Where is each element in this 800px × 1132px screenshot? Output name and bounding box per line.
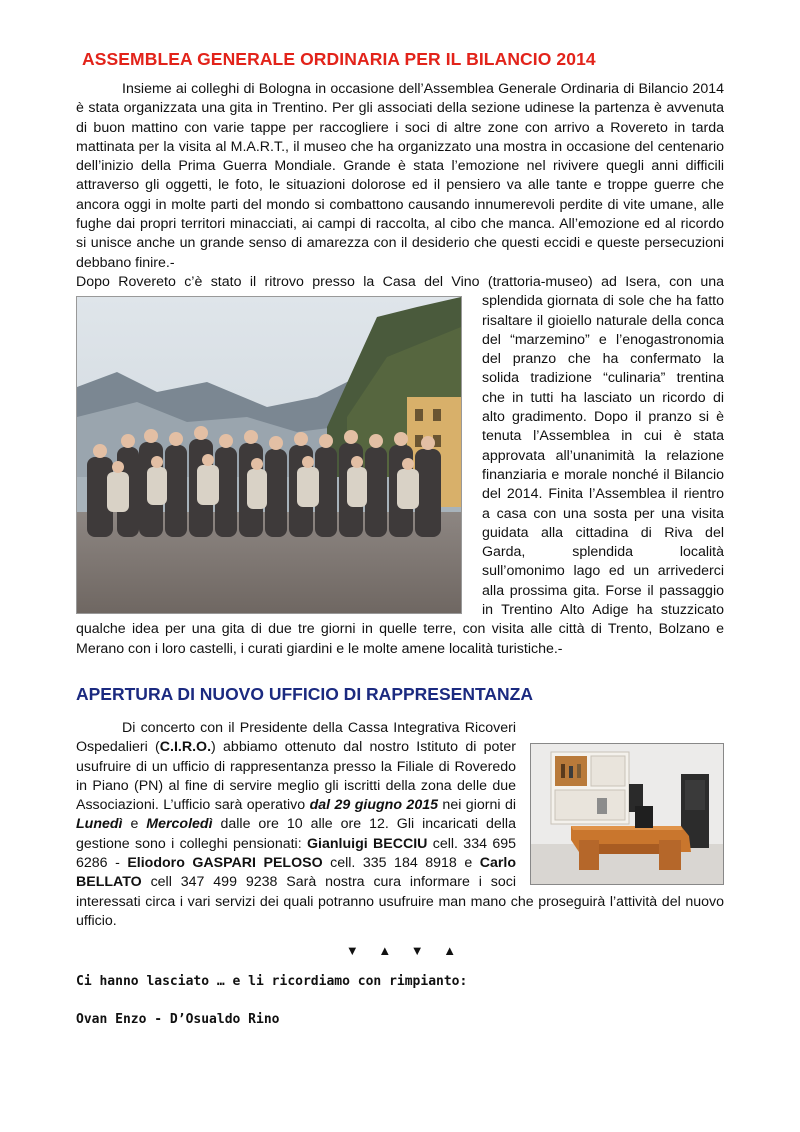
section-title-assemblea: ASSEMBLEA GENERALE ORDINARIA PER IL BILANCIO 2014 [82,49,596,69]
section-divider: ▼ ▲ ▼ ▲ [345,943,465,959]
ufficio-text-c: nei giorni di [438,797,516,814]
opening-date: dal 29 giugno 2015 [309,797,438,814]
ufficio-text-g: cell. 335 184 8918 e [322,854,480,871]
assemblea-paragraph-1: Insieme ai colleghi di Bologna in occasione dell’Assemblea Generale Ordinaria di Bilancio 2014 è stata organizzata una gita in Trentino. Per gli associati della sezione udinese la partenza è avvenuta di buon mattino con varie tappe per raccogliere i soci di altre zone con arrivo a Rovereto in tarda mattinata per la visita al M.A.R.T., il museo che ha organizzato una mostra in occasione del centenario dell’inizio della Prima Guerra Mondiale. Grande è stata l’emozione nel rivivere quegli anni difficili attraverso gli oggetti, le foto, le situazioni dolorose ed il pensiero va alle tante e troppe guerre che ancora oggi in molte parti del mondo si combattono causando innumerevoli perdite di vite umane, alle fughe dai propri territori minacciati, ai campi di raccolta, al cibo che manca. All’emozione ed al ricordo si unisce anche un grande senso di amarezza con il desiderio che questi eccidi e queste persecuzioni debbano finire.- [76,81,724,271]
day-lunedi: Lunedì [76,816,123,833]
ufficio-text-f: cell. 334 695 6286 - [76,835,516,871]
ufficio-text-e: dalle ore 10 alle ore 12. Gli incaricati della gestione sono i colleghi pensionati: [76,816,516,852]
contact-becciu: Gianluigi BECCIU [306,835,428,852]
contact-bellato: Carlo BELLATO [76,854,516,891]
document-page [76,48,724,1027]
group-photo-riva-del-garda [76,296,462,614]
ufficio-text-d: e [122,816,147,833]
assemblea-paragraph-2-wrapper [76,273,724,659]
ufficio-text-b: ) abbiamo ottenuto dal nostro Istituto di poter usufruire di un ufficio di rappresentanza presso la Filiale di Roveredo in Piano (PN) al fine di servire meglio gli iscritti della zona delle due Associazioni. L’ufficio sarà operativo [76,739,516,814]
ufficio-paragraph-wrapper [76,719,724,931]
assemblea-paragraph-2-first-line: Dopo Rovereto c’è stato il ritrovo presso la Casa del Vino (trattoria-museo) ad Isera, con una [76,273,724,290]
section-title-ufficio: APERTURA DI NUOVO UFFICIO DI RAPPRESENTANZA [76,683,533,704]
contact-gaspari-peloso: Eliodoro GASPARI PELOSO [127,854,323,871]
ufficio-text-h: cell 347 499 9238 Sarà nostra cura informare i soci interessati circa i vari servizi dei quali potranno usufruire man mano che proseguirà l’attività del nuovo ufficio. [76,874,724,929]
ciro-acronym: C.I.R.O. [159,739,212,756]
office-photo [530,743,724,885]
memorial-title: Ci hanno lasciato … e li ricordiamo con rimpianto: [76,974,468,990]
day-mercoledi: Mercoledì [146,816,213,833]
group-photo-illustration [77,297,461,613]
ufficio-paragraph [76,719,724,931]
assemblea-paragraph-2: splendida giornata di sole che ha fatto risaltare il gioiello naturale della conca del “marzemino” e l’enogastronomia del pranzo che ha confermato la solida tradizione “culinaria” trentina che in tutti ha lasciato un ricordo di alto gradimento. Dopo il pranzo si è tenuta l’Assemblea in cui è stata approvata all’unanimità la relazione finanziaria e morale nonché il Bilancio del 2014. Finita l’Assemblea il rientro a casa con una sosta per una visita guidata alla cittadina di Riva del Garda, splendida località sull’omonimo lago ed un arrivederci alla prossima gita. Forse il passaggio in Trentino Alto Adige ha stuzzicato qualche idea per una gita di due tre giorni in quelle terre, con visita alle città di Trento, Bolzano e Merano con i loro castelli, i curati giardini e le molte amene località turistiche.- [76,293,724,657]
ufficio-text-a: Di concerto con il Presidente della Cassa Integrativa Ricoveri Ospedalieri ( [76,719,516,756]
office-photo-illustration [531,744,723,884]
memorial-names: Ovan Enzo - D’Osualdo Rino [76,1012,280,1028]
